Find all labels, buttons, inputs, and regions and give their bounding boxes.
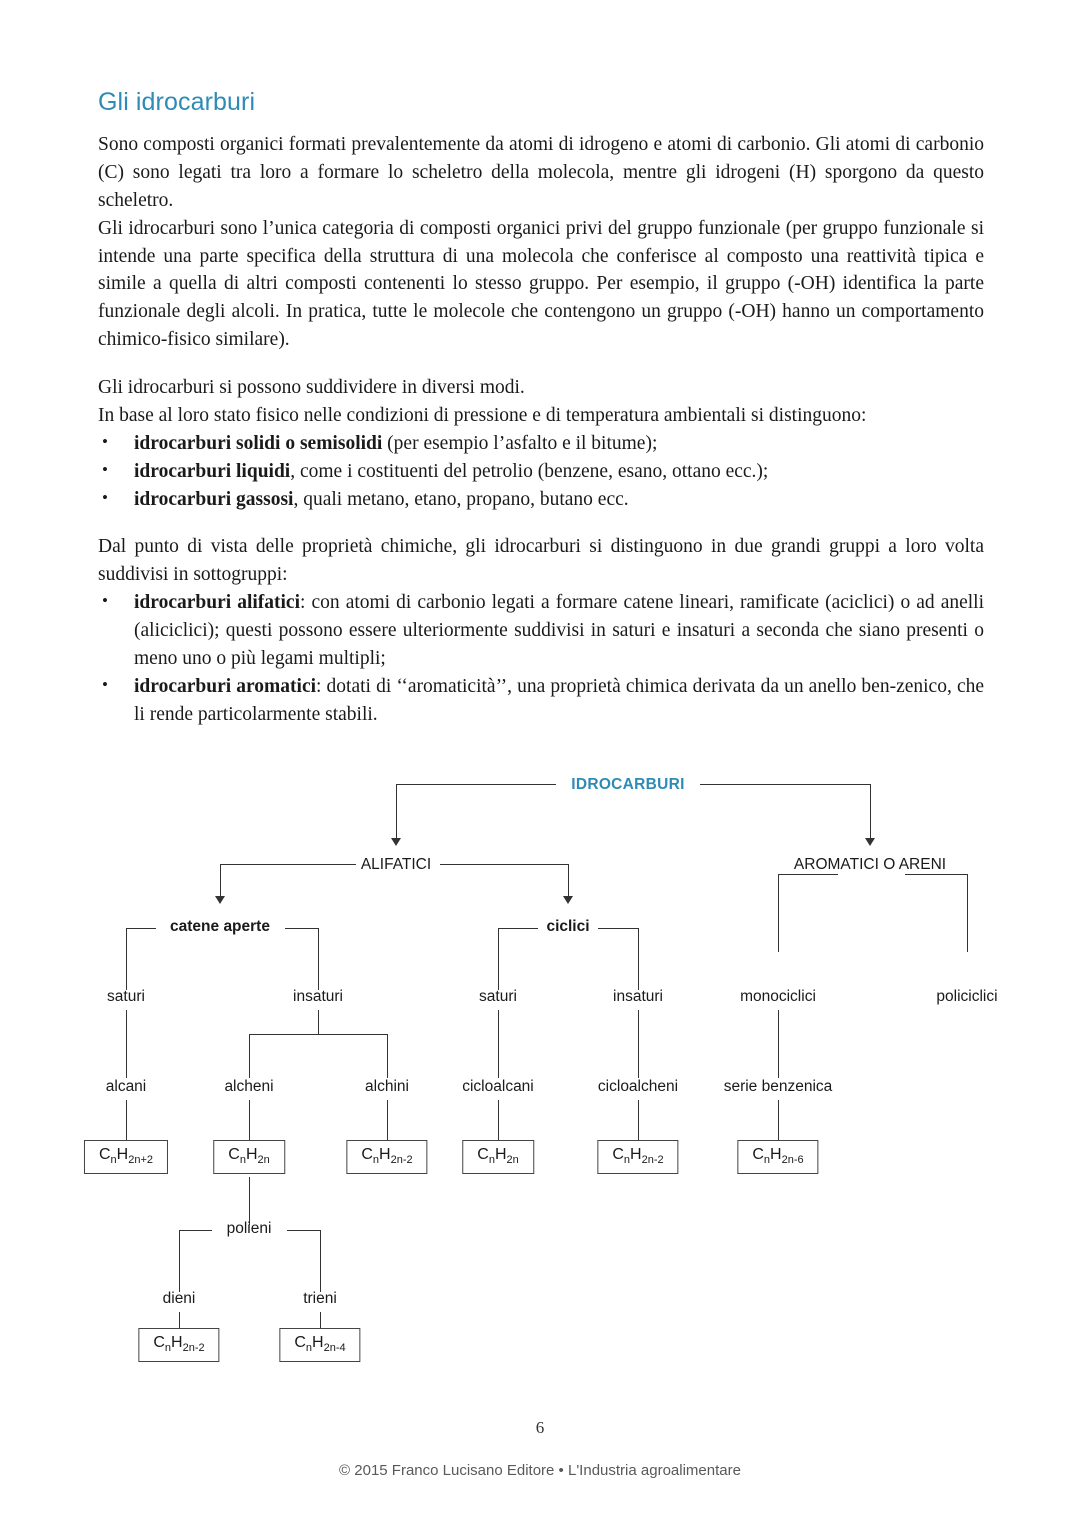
diagram-node-monociclici: monociclici	[740, 988, 816, 1005]
sub: 2n-4	[323, 1342, 346, 1355]
connector	[179, 1230, 212, 1231]
list-proprieta-chimiche	[98, 589, 984, 728]
spacer	[98, 354, 984, 374]
sub: n	[305, 1342, 313, 1355]
spacer	[98, 513, 984, 533]
connector	[568, 864, 569, 900]
connector	[249, 1100, 250, 1140]
list-item	[98, 458, 984, 486]
formula-box-serie-benzenica: $C_nH_{2n-6}$	[737, 1140, 818, 1174]
diagram-node-ciclici: ciclici	[546, 918, 590, 935]
formula-box-alcani: $C_nH_{2n+2}$	[84, 1140, 168, 1174]
connector	[638, 928, 639, 990]
sub: n	[110, 1154, 117, 1167]
footer-copyright: © 2015 Franco Lucisano Editore • L'Industria agroalimentare	[339, 1462, 741, 1479]
connector	[249, 1034, 250, 1078]
document-body	[98, 88, 984, 729]
connector	[905, 874, 967, 875]
connector	[498, 1100, 499, 1140]
list-item-term: idrocarburi gassosi	[134, 488, 294, 510]
sub: n	[239, 1154, 246, 1167]
list-item-rest: : dotati di ‘‘aromaticità’’, una proprietà chimica derivata da un anello ben-zenico, che li rende particolarmente stabili.	[134, 675, 985, 725]
paragraph-proprieta-chimiche: Dal punto di vista delle proprietà chimiche, gli idrocarburi si distinguono in due grandi gruppi a loro volta suddivisi in sottogruppi:	[98, 536, 984, 586]
diagram-node-polieni: polieni	[226, 1220, 272, 1237]
diagram-node-insaturi-aperte: insaturi	[293, 988, 343, 1005]
diagram-node-insaturi-ciclici: insaturi	[613, 988, 663, 1005]
connector	[870, 784, 871, 840]
diagram-node-root: IDROCARBURI	[571, 776, 685, 793]
sub: 2n-2	[641, 1154, 664, 1167]
connector	[320, 1230, 321, 1292]
paragraph-stato-fisico: In base al loro stato fisico nelle condizioni di pressione e di temperatura ambientali si distinguono:	[98, 404, 867, 426]
connector	[318, 1010, 319, 1034]
diagram-node-catene-aperte: catene aperte	[170, 918, 270, 935]
connector	[126, 928, 127, 990]
connector	[778, 874, 779, 952]
connector	[249, 1177, 250, 1225]
paragraph-intro: Sono composti organici formati prevalentemente da atomi di idrogeno e atomi di carbonio. Gli atomi di carbonio (C) sono legati tra loro a formare lo scheletro della molecola, mentre gli idrogeni (H) sporgono da questo scheletro.	[98, 134, 984, 211]
formula-box-cicloalcani: $C_nH_{2n}$	[462, 1140, 534, 1174]
connector	[220, 864, 356, 865]
diagram-node-alchini: alchini	[365, 1078, 409, 1095]
diagram-node-trieni: trieni	[303, 1290, 337, 1307]
arrow	[563, 896, 573, 904]
sub: 2n-6	[781, 1154, 804, 1167]
connector	[498, 1010, 499, 1078]
list-item	[98, 430, 984, 458]
connector	[778, 1100, 779, 1140]
diagram-node-serie-benzenica: serie benzenica	[723, 1078, 833, 1095]
diagram-node-dieni: dieni	[162, 1290, 196, 1307]
connector	[498, 928, 499, 990]
connector	[967, 874, 968, 952]
formula-box-dieni: $C_nH_{2n-2}$	[138, 1328, 219, 1362]
arrow	[391, 838, 401, 846]
list-item	[98, 589, 984, 673]
arrow	[215, 896, 225, 904]
sub: 2n	[257, 1154, 270, 1167]
connector	[778, 1010, 779, 1078]
connector	[387, 1100, 388, 1140]
list-item-rest: : con atomi di carbonio legati a formare catene lineari, ramificate (aciclici) o ad anelli (aliciclici); questi possono essere ulteriormente suddivisi in saturi e insaturi a seconda che siano presenti o meno uno o più legami multipli;	[134, 592, 985, 669]
hydrocarbon-classification-diagram	[60, 760, 1020, 1370]
list-item-rest: , quali metano, etano, propano, butano ecc.	[293, 488, 629, 510]
connector	[778, 874, 838, 875]
connector	[440, 864, 568, 865]
sub: 2n-2	[390, 1154, 413, 1167]
list-stato-fisico	[98, 430, 984, 514]
list-item-term: idrocarburi liquidi	[134, 460, 291, 482]
list-item	[98, 673, 984, 729]
diagram-node-alcheni: alcheni	[224, 1078, 274, 1095]
connector	[126, 928, 156, 929]
formula-box-alcheni: $C_nH_{2n}$	[213, 1140, 285, 1174]
arrow	[865, 838, 875, 846]
sub: n	[372, 1154, 380, 1167]
diagram-node-cicloalcani: cicloalcani	[462, 1078, 534, 1095]
list-item-term: idrocarburi aromatici	[134, 675, 317, 697]
connector	[179, 1230, 180, 1292]
paragraph-gruppo-funzionale: Gli idrocarburi sono l’unica categoria di composti organici privi del gruppo funzionale (per gruppo funzionale si intende una parte specifica della struttura di una molecola che conferisce al composto una reattività tipica e simile a quella di altri composti contenenti lo stesso gruppo. Per esempio, il gruppo (-OH) identifica la parte funzionale degli alcoli. In pratica, tutte le molecole che contengono un gruppo (-OH) hanno un comportamento chimico-fisico similare).	[98, 217, 984, 351]
formula-box-cicloalcheni: $C_nH_{2n-2}$	[597, 1140, 678, 1174]
connector	[598, 928, 638, 929]
connector	[287, 1230, 320, 1231]
connector	[638, 1100, 639, 1140]
diagram-node-policiclici: policiclici	[936, 988, 998, 1005]
connector	[498, 928, 538, 929]
diagram-node-saturi-ciclici: saturi	[479, 988, 517, 1005]
sub: n	[623, 1154, 631, 1167]
connector	[638, 1010, 639, 1078]
connector	[126, 1010, 127, 1078]
connector	[249, 1034, 387, 1035]
sub: 2n-2	[182, 1342, 205, 1355]
list-item	[98, 486, 984, 514]
diagram-node-aromatici: AROMATICI O ARENI	[793, 856, 947, 873]
connector	[220, 864, 221, 900]
paragraph-suddivisione: Gli idrocarburi si possono suddividere in diversi modi.	[98, 377, 525, 398]
sub: n	[164, 1342, 172, 1355]
connector	[318, 928, 319, 990]
connector	[285, 928, 318, 929]
connector	[700, 784, 870, 785]
page-number: 6	[535, 1418, 545, 1437]
list-item-rest: , come i costituenti del petrolio (benzene, esano, ottano ecc.);	[290, 460, 769, 482]
page-title: Gli idrocarburi	[98, 88, 256, 116]
sub: n	[763, 1154, 771, 1167]
diagram-node-cicloalcheni: cicloalcheni	[597, 1078, 679, 1095]
connector	[387, 1034, 388, 1078]
list-item-term: idrocarburi alifatici	[134, 592, 301, 614]
connector	[396, 784, 556, 785]
formula-box-trieni: $C_nH_{2n-4}$	[279, 1328, 360, 1362]
diagram-node-saturi-aperte: saturi	[107, 988, 145, 1005]
list-item-term: idrocarburi solidi o semisolidi	[134, 432, 383, 454]
connector	[126, 1100, 127, 1140]
sub: 2n	[506, 1154, 519, 1167]
list-item-rest: (per esempio l’asfalto e il bitume);	[382, 432, 658, 454]
diagram-node-alcani: alcani	[105, 1078, 147, 1095]
formula-box-alchini: $C_nH_{2n-2}$	[346, 1140, 427, 1174]
sub: n	[488, 1154, 495, 1167]
diagram-node-alifatici: ALIFATICI	[360, 856, 432, 873]
sub: 2n+2	[128, 1154, 154, 1167]
connector	[396, 784, 397, 840]
